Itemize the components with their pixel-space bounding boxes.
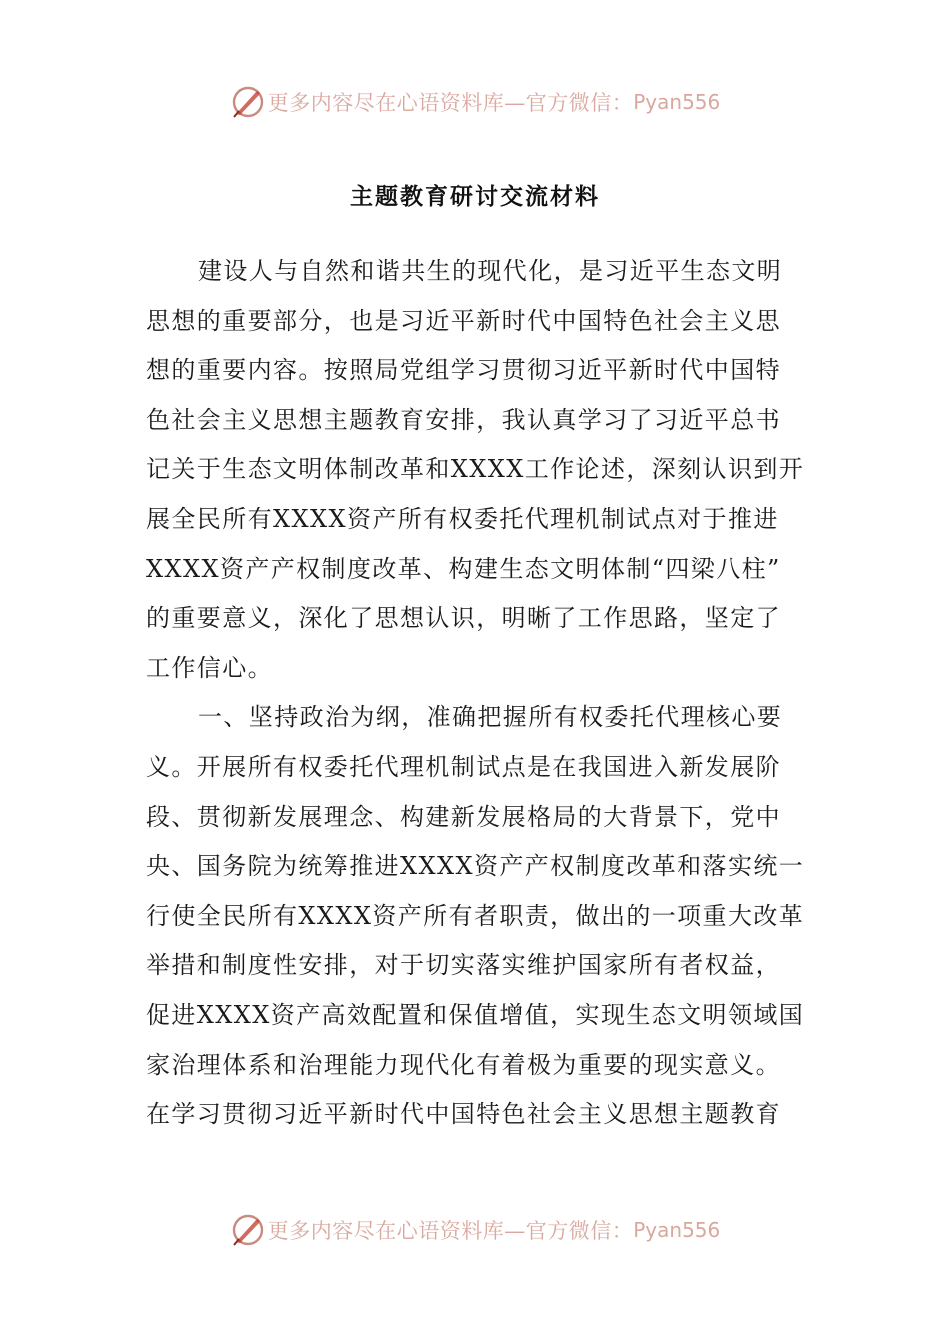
text-line: 想的重要内容。按照局党组学习贯彻习近平新时代中国特 [146, 356, 781, 385]
text-line: 义。开展所有权委托代理机制试点是在我国进入新发展阶 [146, 752, 781, 781]
text-line: 展全民所有XXXX资产所有权委托代理机制试点对于推进 [146, 504, 779, 533]
watermark-text: 更多内容尽在心语资料库—官方微信： [267, 1219, 634, 1243]
text-line: 思想的重要部分，也是习近平新时代中国特色社会主义思 [146, 306, 781, 335]
document-body [146, 251, 805, 1144]
watermark-text: 更多内容尽在心语资料库—官方微信： [267, 91, 634, 115]
text-line: 央、国务院为统筹推进XXXX资产产权制度改革和落实统一 [146, 852, 805, 881]
text-line: 记关于生态文明体制改革和XXXX工作论述，深刻认识到开 [146, 455, 805, 484]
document-title: 主题教育研讨交流材料 [350, 183, 600, 210]
text-line: 举措和制度性安排，对于切实落实维护国家所有者权益， [146, 951, 781, 980]
text-line: 在学习贯彻习近平新时代中国特色社会主义思想主题教育 [146, 1100, 781, 1129]
text-line: 的重要意义，深化了思想认识，明晰了工作思路，坚定了 [146, 604, 781, 633]
text-line: 段、贯彻新发展理念、构建新发展格局的大背景下，党中 [146, 802, 781, 831]
wechat-id: Pyan556 [633, 1218, 721, 1242]
wechat-id: Pyan556 [633, 90, 721, 114]
text-line: XXXX资产产权制度改革、构建生态文明体制“四梁八柱” [146, 554, 781, 583]
watermark-banner-top [0, 82, 950, 122]
text-line: 家治理体系和治理能力现代化有着极为重要的现实意义。 [146, 1050, 781, 1079]
quill-logo-icon [230, 1212, 266, 1248]
text-line: 一、坚持政治为纲，准确把握所有权委托代理核心要 [198, 703, 783, 732]
text-line: 促进XXXX资产高效配置和保值增值，实现生态文明领域国 [146, 1000, 805, 1029]
text-line: 建设人与自然和谐共生的现代化，是习近平生态文明 [198, 257, 783, 285]
text-line: 行使全民所有XXXX资产所有者职责，做出的一项重大改革 [146, 901, 805, 930]
text-line: 工作信心。 [146, 653, 273, 682]
quill-logo-icon [230, 84, 266, 120]
text-line: 色社会主义思想主题教育安排，我认真学习了习近平总书 [146, 405, 781, 434]
watermark-banner-bottom [0, 1210, 950, 1250]
